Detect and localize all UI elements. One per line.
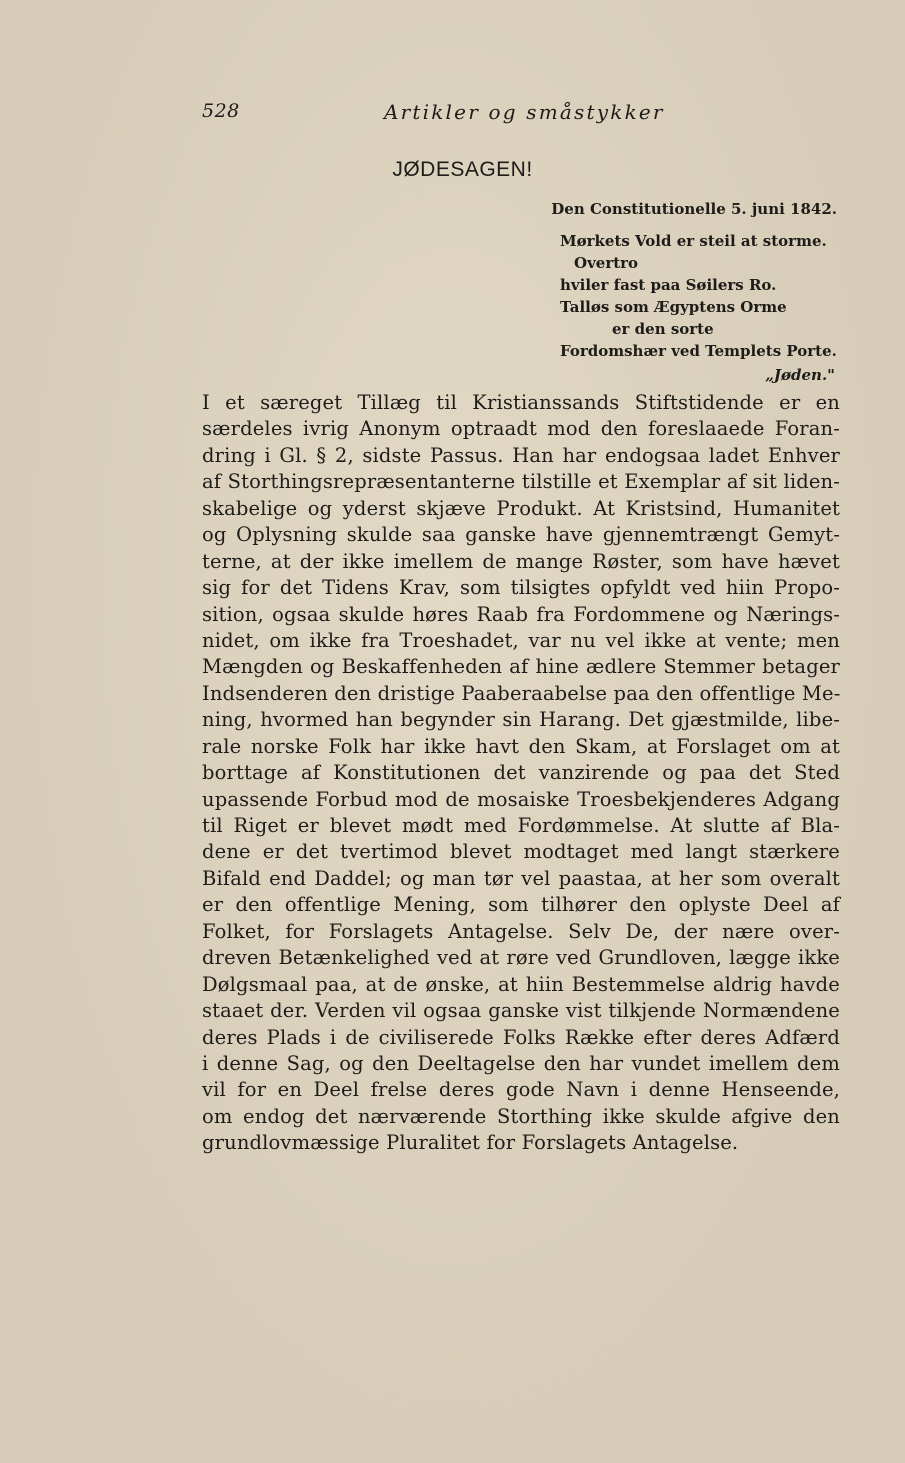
poem-line: er den sorte [612,320,714,338]
body-line: af Storthingsrepræsentanterne tilstille et Exemplar af sit liden- [202,470,840,494]
body-line: dene er det tvertimod blevet modtaget med langt stærkere [202,840,840,864]
body-line: grundlovmæssige Pluralitet for Forslagets Antagelse. [202,1131,739,1155]
body-line: sig for det Tidens Krav, som tilsigtes opfyldt ved hiin Propo- [202,576,840,600]
poem-line: Talløs som Ægyptens Orme [560,298,787,316]
body-line: terne, at der ikke imellem de mange Røster, som have hævet [202,549,840,573]
body-line: ning, hvormed han begynder sin Harang. Det gjæstmilde, libe- [202,708,840,732]
poem-line: Fordomshær ved Templets Porte. [560,342,837,360]
body-line: vil for en Deel frelse deres gode Navn i denne Henseende, [202,1078,840,1102]
body-line: Mængden og Beskaffenheden af hine ædlere Stemmer betager [202,655,840,679]
body-line: Folket, for Forslagets Antagelse. Selv De, der nære over- [202,919,840,943]
poem-line: hviler fast paa Søilers Ro. [560,276,777,294]
body-line: borttage af Konstitutionen det vanzirende og paa det Sted [202,761,840,785]
page-number: 528 [202,100,240,122]
body-line: nidet, om ikke fra Troeshadet, var nu vel ikke at vente; men [202,628,840,652]
body-line: er den offentlige Mening, som tilhører den oplyste Deel af [202,893,840,917]
body-line: om endog det nærværende Storthing ikke skulde afgive den [202,1104,840,1128]
body-line: Bifald end Daddel; og man tør vel paastaa, at her som overalt [202,866,840,890]
body-line: dreven Betænkelighed ved at røre ved Grundloven, lægge ikke [202,946,840,970]
epigraph-poem [560,230,837,362]
body-line: staaet der. Verden vil ogsaa ganske vist tilkjende Normændene [202,999,840,1023]
body-line: Indsenderen den dristige Paaberaabelse paa den offentlige Me- [202,681,841,705]
body-line: rale norske Folk har ikke havt den Skam, at Forslaget om at [202,734,840,758]
body-line: Dølgsmaal paa, at de ønske, at hiin Bestemmelse aldrig havde [202,972,840,996]
poem-signature: „Jøden." [765,366,835,384]
body-line: upassende Forbud mod de mosaiske Troesbekjenderes Adgang [202,787,840,811]
body-line: og Oplysning skulde saa ganske have gjennemtrængt Gemyt- [202,523,840,547]
body-line: I et særeget Tillæg til Kristianssands Stiftstidende er en [202,391,840,414]
body-line: i denne Sag, og den Deeltagelse den har vundet imellem dem [202,1051,840,1075]
body-line: sition, ogsaa skulde høres Raab fra Fordommene og Nærings- [202,602,840,626]
body-line: særdeles ivrig Anonym optraadt mod den foreslaaede Foran- [202,417,840,441]
poem-line: Mørkets Vold er steil at storme. [560,232,827,250]
article-body [202,390,840,1157]
body-line: til Riget er blevet mødt med Fordømmelse. At slutte af Bla- [202,814,840,837]
body-line: dring i Gl. § 2, sidste Passus. Han har endogsaa ladet Enhver [202,443,840,467]
body-line: deres Plads i de civiliserede Folks Række efter deres Adfærd [202,1025,840,1049]
body-line: skabelige og yderst skjæve Produkt. At Kristsind, Humanitet [202,496,840,520]
poem-line: Overtro [574,254,639,272]
running-header: Artikler og småstykker [384,100,665,124]
source-citation: Den Constitutionelle 5. juni 1842. [551,200,837,218]
article-title: JØDESAGEN! [392,158,533,181]
